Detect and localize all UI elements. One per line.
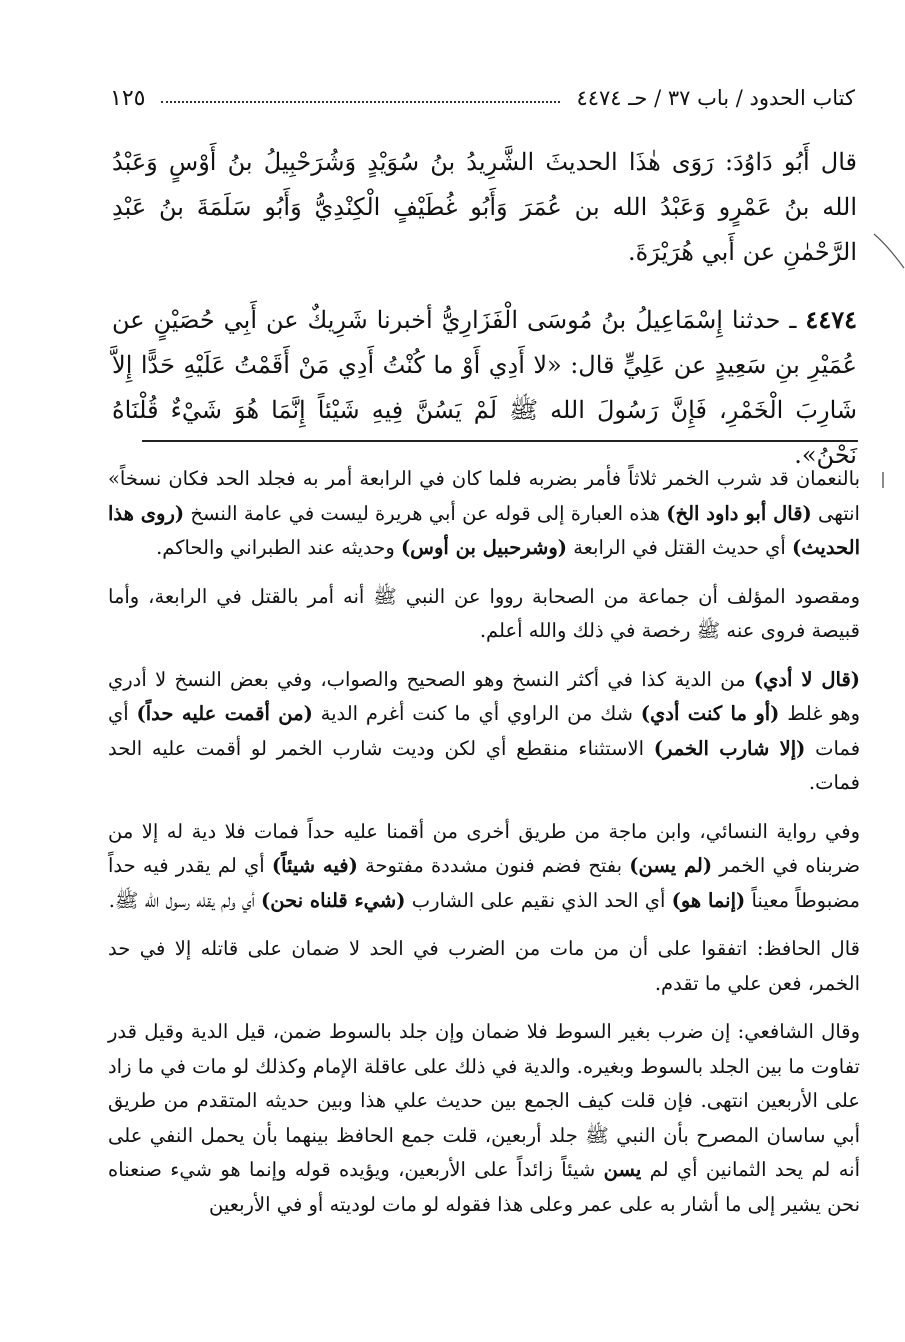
commentary-paragraph bbox=[108, 663, 860, 801]
commentary-text: أي فمات bbox=[108, 702, 861, 760]
abu-dawud-text: : رَوَى هٰذَا الحديثَ الشَّرِيدُ بنُ سُوَيْدٍ وَشُرَحْبِيلُ بنُ أَوْسٍ وَعَبْدُ الله بنُ عَمْرٍو وَعَبْدُ الله بن عُمَرَ وَأَبُو غُطَيْفٍ الْكِنْدِيُّ وَأَبُو سَلَمَةَ بنُ عَبْدِ الرَّحْمٰنِ عن أَبي هُرَيْرَةَ. bbox=[112, 148, 857, 266]
commentary-paragraph bbox=[108, 1015, 860, 1222]
page-number: ١٢٥ bbox=[110, 85, 146, 111]
commentary-text: أي حديث القتل في الرابعة bbox=[567, 536, 793, 559]
margin-tick-mark bbox=[880, 470, 886, 490]
commentary-lemma: (إلا شارب الخمر) bbox=[653, 736, 806, 760]
commentary-lemma: (من أقمت عليه حداً) bbox=[136, 702, 313, 725]
running-header bbox=[110, 80, 855, 116]
header-dot-leader bbox=[161, 101, 560, 103]
commentary-lemma: (روى هذا الحديث) bbox=[108, 501, 860, 559]
commentary-lemma: (شيء قلناه نحن) bbox=[261, 888, 406, 912]
footnote-separator bbox=[142, 440, 858, 442]
commentary-text: بالنعمان قد شرب الخمر ثلاثاً فأمر بضربه فلما كان في الرابعة أمر به فجلد الحد فكان نسخاً» انتهى bbox=[108, 467, 860, 525]
commentary bbox=[108, 462, 860, 1222]
abu-dawud-lead: قال أَبُو دَاوُدَ bbox=[733, 148, 858, 176]
commentary-lemma: يسن bbox=[603, 1158, 642, 1181]
commentary-paragraph bbox=[108, 815, 860, 919]
commentary-text: شيئاً زائداً على الأربعين، ويؤيده قوله وإنما هو شيء صنعناه نحن يشير إلى ما أشار به على عمر وعلى هذا فقوله لو مات لوديته أو في الأربعين bbox=[108, 1158, 860, 1216]
commentary-lemma: (أو ما كنت أدي) bbox=[640, 702, 780, 725]
main-text bbox=[112, 140, 857, 478]
commentary-lemma: (فيه شيئاً) bbox=[271, 854, 358, 877]
commentary-text: من الدية كذا في أكثر النسخ وهو الصحيح والصواب، وفي بعض النسخ لا أدري وهو غلط bbox=[108, 667, 860, 725]
header-title: كتاب الحدود / باب ٣٧ / حـ ٤٤٧٤ bbox=[576, 86, 855, 110]
main-paragraph-hadith bbox=[112, 297, 857, 478]
commentary-lemma: (لم يسن) bbox=[629, 854, 713, 877]
commentary-text: أي ولم يقله رسول الله ﷺ. bbox=[108, 888, 262, 912]
commentary-text: الاستثناء منقطع أي لكن وديت شارب الخمر لو أقمت عليه الحد فمات. bbox=[108, 736, 860, 794]
commentary-text: شك من الراوي أي ما كنت أغرم الدية bbox=[312, 702, 641, 725]
commentary-text: وفي رواية النسائي، وابن ماجة من طريق أخرى من أقمنا عليه حداً فمات فلا دية له إلا من ضربناه في الخمر bbox=[108, 819, 861, 877]
commentary-text: هذه العبارة إلى قوله عن أبي هريرة ليست في عامة النسخ bbox=[184, 501, 667, 525]
commentary-lemma: (قال أبو داود الخ) bbox=[666, 501, 812, 525]
commentary-paragraph: قال الحافظ: اتفقوا على أن من مات من الضرب في الحد لا ضمان على قاتله إلا في حد الخمر، فعن علي ما تقدم. bbox=[108, 937, 860, 995]
commentary-text: بفتح فضم فنون مشددة مفتوحة bbox=[357, 854, 630, 877]
hadith-number: ٤٤٧٤ bbox=[805, 305, 857, 334]
main-paragraph-abu-dawud bbox=[112, 140, 857, 275]
commentary-text: وحديثه عند الطبراني والحاكم. bbox=[156, 536, 401, 559]
commentary-lemma: (وشرحبيل بن أوس) bbox=[400, 536, 567, 559]
commentary-lemma: (إنما هو) bbox=[671, 888, 746, 912]
commentary-paragraph bbox=[108, 462, 860, 566]
commentary-lemma: (قال لا أدي) bbox=[753, 667, 860, 691]
commentary-paragraph: ومقصود المؤلف أن جماعة من الصحابة رووا عن النبي ﷺ أنه أمر بالقتل في الرابعة، وأما قبيصة فروى عنه ﷺ رخصة في ذلك والله أعلم. bbox=[108, 584, 860, 642]
commentary-text: أي الحد الذي نقيم على الشارب bbox=[405, 888, 672, 912]
hadith-text: ـ حدثنا إِسْمَاعِيلُ بنُ مُوسَى الْفَزَارِيُّ أخبرنا شَرِيكٌ عن أَبِي حُصَيْنٍ عن عُمَيْرِ بنِ سَعِيدٍ عن عَلِيٍّ قال: «لا أَدِي أَوْ ما كُنْتُ أَدِي مَنْ أَقَمْتُ عَلَيْهِ حَدًّا إِلاَّ شَارِبَ الْخَمْرِ، فَإِنَّ رَسُولَ الله ﷺ لَمْ يَسُنَّ فِيهِ شَيْئاً إِنَّمَا هُوَ شَيْءٌ قُلْنَاهُ نَحْنُ». bbox=[112, 306, 857, 469]
margin-stroke-mark bbox=[872, 230, 905, 270]
commentary-text: أي لم يقدر فيه حداً مضبوطاً معيناً bbox=[108, 854, 860, 912]
commentary-text: وقال الشافعي: إن ضرب بغير السوط فلا ضمان وإن جلد بالسوط ضمن، قيل الدية وقيل قدر تفاوت ما بين الجلد بالسوط وبغيره. والدية في ذلك على عاقلة الإمام وكذلك لو مات في ما زاد على الأربعين انتهى. فإن قلت كيف الجمع بين حديث علي هذا وبين حديثه المتقدم من طريق أبي ساسان المصرح بأن النبي ﷺ جلد أربعين، قلت جمع الحافظ بينهما بأن يحمل النفي على أنه لم يحد الثمانين أي لم bbox=[108, 1020, 861, 1181]
